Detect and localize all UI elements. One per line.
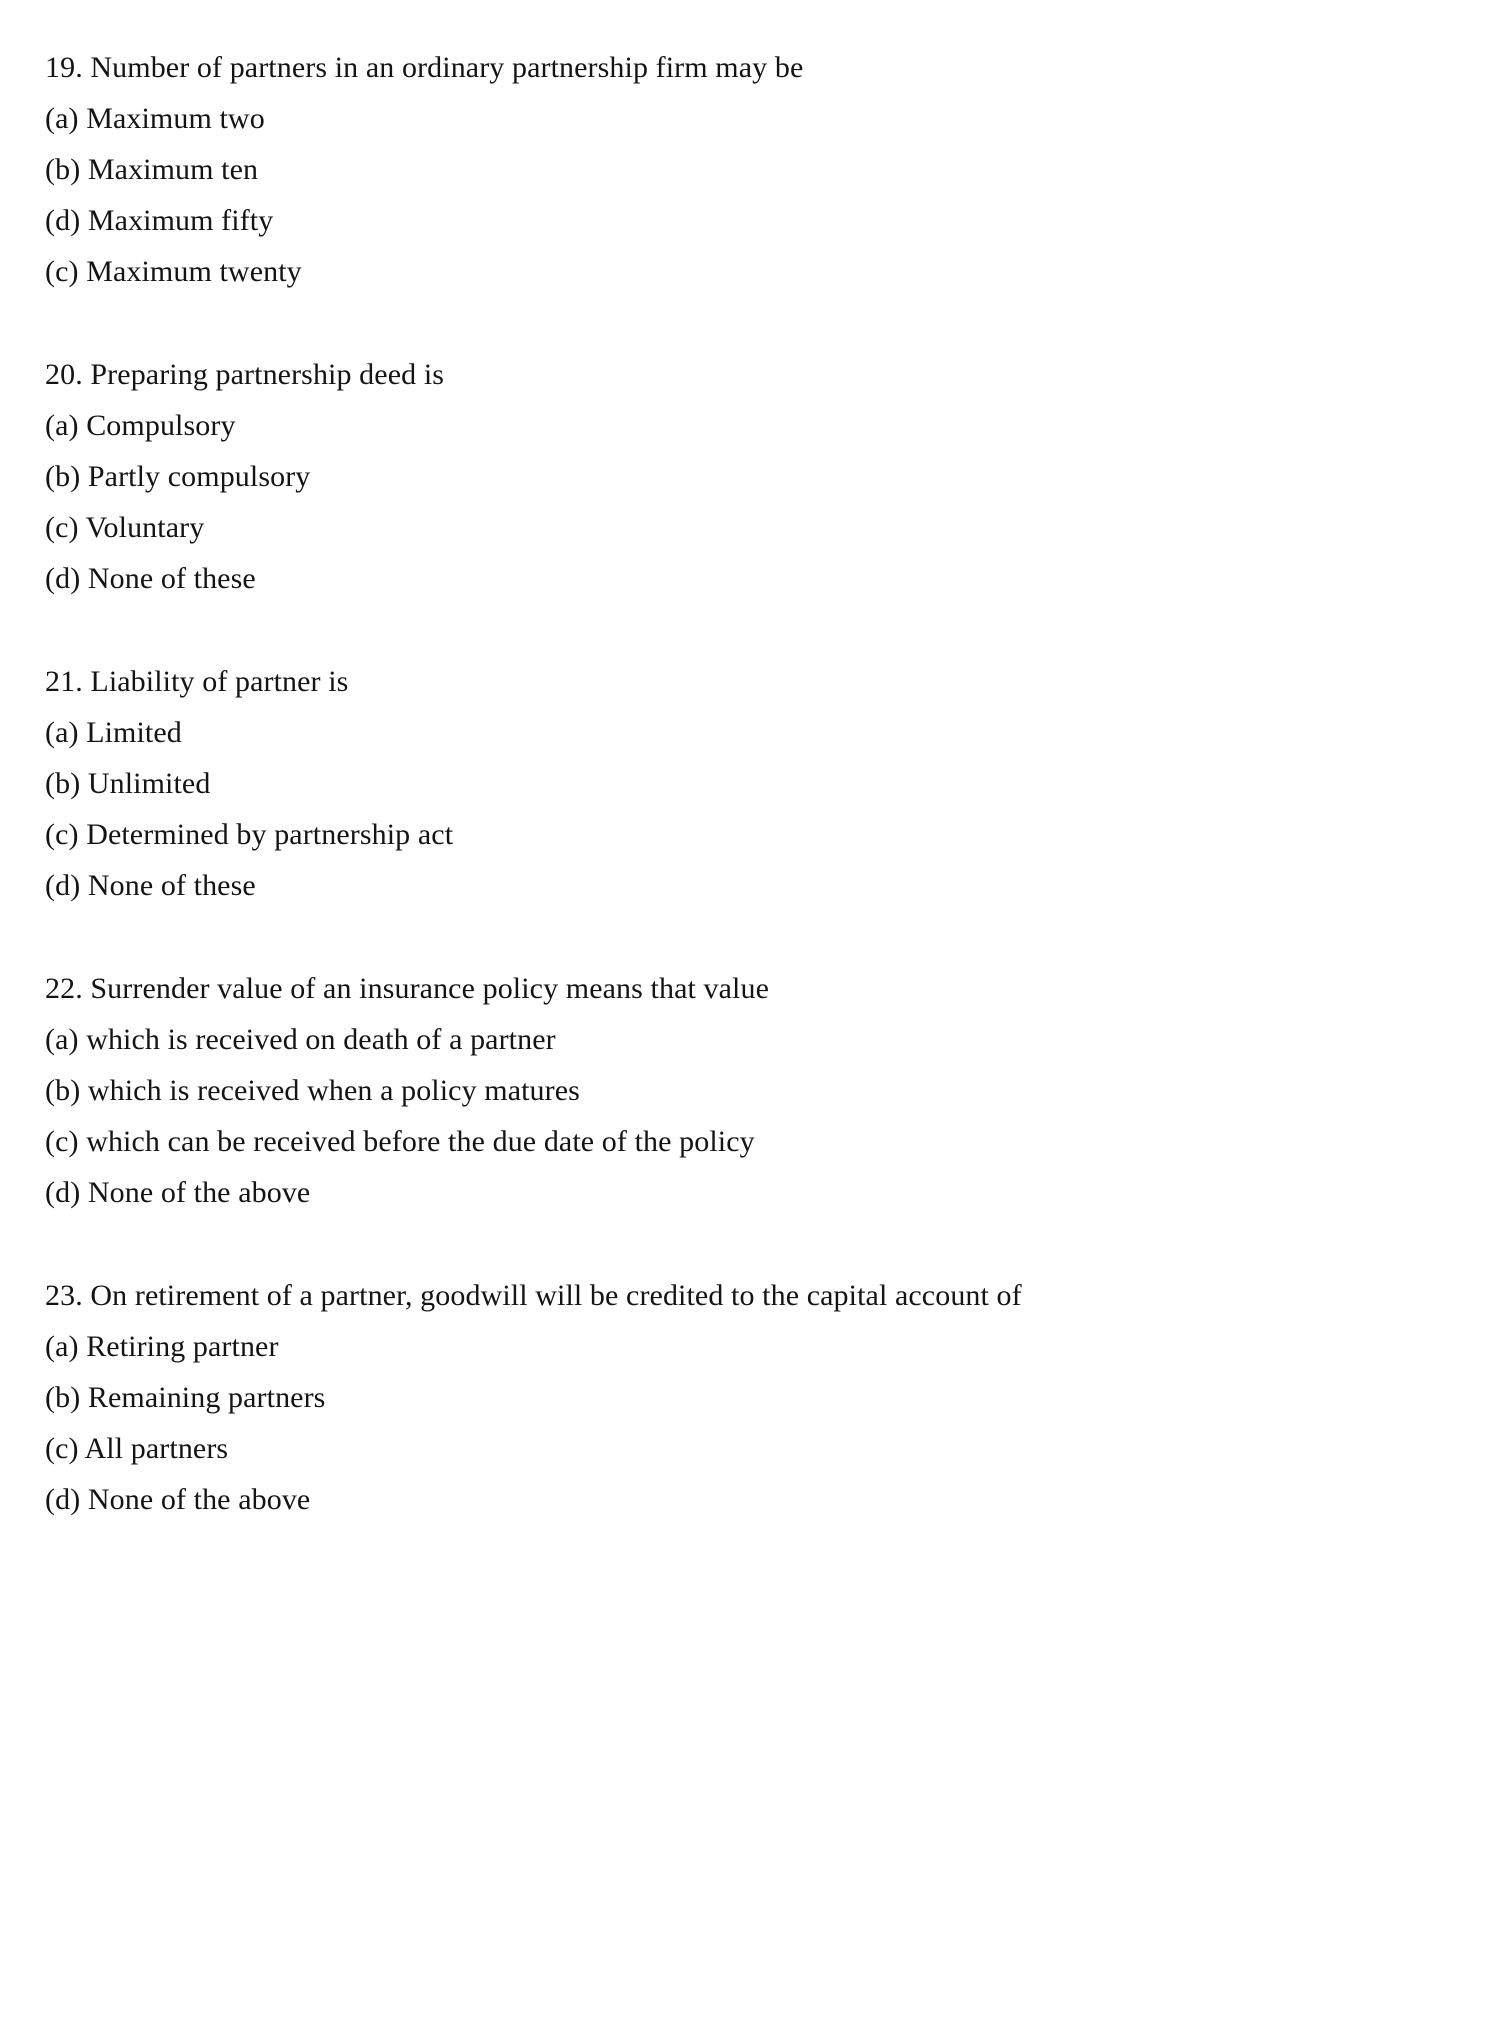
question-block xyxy=(45,42,1465,297)
option-item[interactable]: (b) Unlimited xyxy=(45,767,211,800)
option-list xyxy=(45,707,1465,911)
option-item[interactable]: (a) Maximum two xyxy=(45,102,265,135)
option-list xyxy=(45,93,1465,297)
option-item[interactable]: (c) Voluntary xyxy=(45,511,205,544)
option-item[interactable]: (c) All partners xyxy=(45,1432,229,1465)
question-stem: 21. Liability of partner is xyxy=(45,665,349,698)
question-block xyxy=(45,1270,1465,1525)
option-list xyxy=(45,1014,1465,1218)
option-item[interactable]: (b) which is received when a policy matures xyxy=(45,1074,580,1107)
question-block xyxy=(45,963,1465,1218)
option-item[interactable]: (b) Partly compulsory xyxy=(45,460,311,493)
option-item[interactable]: (b) Maximum ten xyxy=(45,153,259,186)
option-item[interactable]: (c) Determined by partnership act xyxy=(45,818,454,851)
option-item[interactable]: (d) Maximum fifty xyxy=(45,204,274,237)
option-item[interactable]: (c) Maximum twenty xyxy=(45,255,302,288)
option-item[interactable]: (a) Retiring partner xyxy=(45,1330,279,1363)
option-item[interactable]: (a) Compulsory xyxy=(45,409,236,442)
option-list xyxy=(45,400,1465,604)
question-block xyxy=(45,349,1465,604)
option-item[interactable]: (c) which can be received before the due date of the policy xyxy=(45,1125,755,1158)
question-block xyxy=(45,656,1465,911)
option-item[interactable]: (d) None of these xyxy=(45,869,256,902)
option-item[interactable]: (d) None of these xyxy=(45,562,256,595)
option-list xyxy=(45,1321,1465,1525)
option-item[interactable]: (a) Limited xyxy=(45,716,182,749)
question-stem: 19. Number of partners in an ordinary partnership firm may be xyxy=(45,51,804,84)
question-stem: 20. Preparing partnership deed is xyxy=(45,358,445,391)
question-stem: 22. Surrender value of an insurance policy means that value xyxy=(45,972,769,1005)
option-item[interactable]: (b) Remaining partners xyxy=(45,1381,326,1414)
option-item[interactable]: (d) None of the above xyxy=(45,1483,311,1516)
option-item[interactable]: (d) None of the above xyxy=(45,1176,311,1209)
option-item[interactable]: (a) which is received on death of a partner xyxy=(45,1023,556,1056)
question-stem: 23. On retirement of a partner, goodwill will be credited to the capital account of xyxy=(45,1279,1022,1312)
